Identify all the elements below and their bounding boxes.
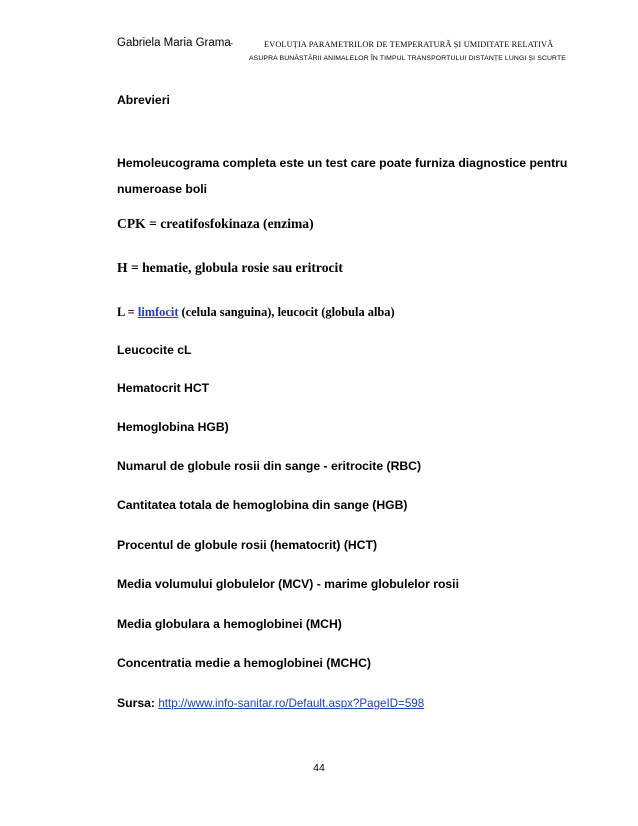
source-line	[117, 696, 424, 710]
list-item: Media volumului globulelor (MCV) - marime globulelor rosii	[117, 577, 459, 591]
header-title: EVOLUȚIA PARAMETRILOR DE TEMPERATURĂ ȘI UMIDITATE RELATIVĂ	[264, 40, 554, 49]
l-definition	[117, 305, 395, 320]
header-subtitle: ASUPRA BUNĂSTĂRII ANIMALELOR ÎN TIMPUL TRANSPORTULUI DISTANȚE LUNGI ȘI SCURTE	[249, 55, 566, 62]
limfocit-link[interactable]: limfocit	[137, 305, 179, 319]
paragraph-line-2: numeroase boli	[117, 182, 208, 196]
list-item: Hemoglobina HGB)	[117, 420, 229, 434]
list-item: Hematocrit HCT	[117, 381, 210, 395]
section-title: Abrevieri	[117, 93, 170, 107]
list-item: Cantitatea totala de hemoglobina din sange (HGB)	[117, 498, 408, 512]
paragraph-line-1: Hemoleucograma completa este un test care poate furniza diagnostice pentru	[117, 156, 568, 170]
h-definition: H = hematie, globula rosie sau eritrocit	[117, 260, 343, 275]
list-item: Numarul de globule rosii din sange - eritrocite (RBC)	[117, 459, 422, 473]
list-item: Procentul de globule rosii (hematocrit) (HCT)	[117, 538, 378, 552]
header-dash: -	[230, 38, 233, 48]
source-label: Sursa:	[117, 696, 155, 710]
list-item: Leucocite cL	[117, 343, 192, 357]
list-item: Media globulara a hemoglobinei (MCH)	[117, 617, 342, 631]
list-item: Concentratia medie a hemoglobinei (MCHC)	[117, 656, 371, 670]
source-url-link[interactable]: http://www.info-sanitar.ro/Default.aspx?PageID=598	[158, 697, 425, 710]
cpk-definition: CPK = creatifosfokinaza (enzima)	[117, 216, 314, 231]
page-number: 44	[313, 762, 325, 774]
header-author: Gabriela Maria Grama	[117, 37, 231, 49]
l-suffix: (celula sanguina), leucocit (globula alba)	[178, 305, 395, 319]
l-prefix: L =	[117, 305, 138, 319]
